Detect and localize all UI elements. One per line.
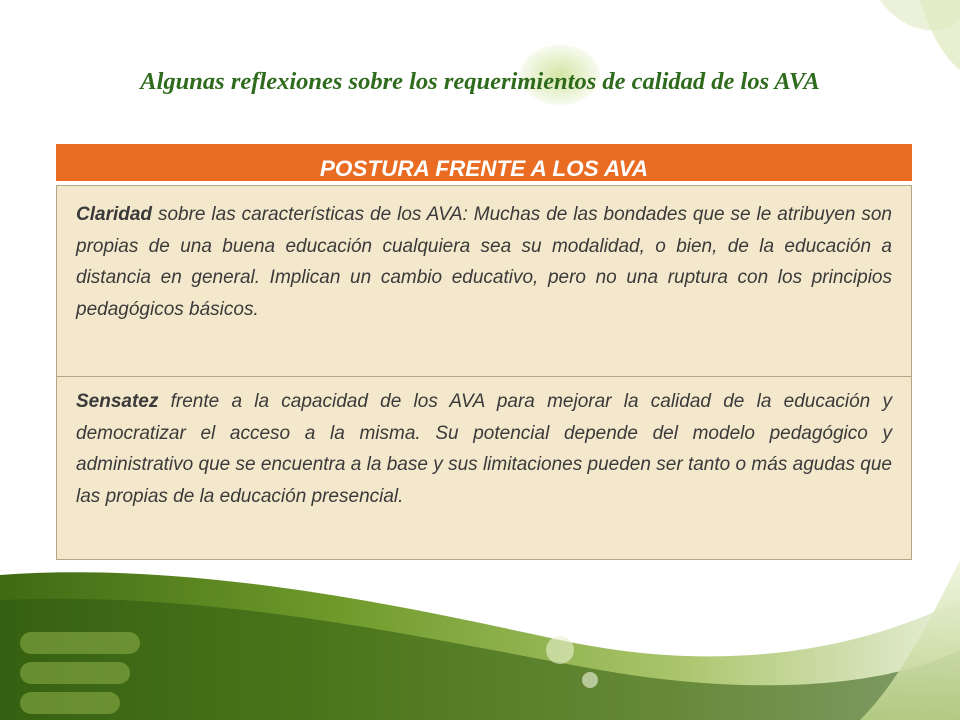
panel-row-sensatez — [56, 377, 912, 560]
row-text: sobre las características de los AVA: Muchas de las bondades que se le atribuyen son propias de una buena educación cualquiera sea su modalidad, o bien, de la educación a distancia en general. Implican un cambio educativo, pero no una ruptura con los principios pedagógicos básicos. — [76, 204, 892, 320]
panel-row-claridad — [56, 185, 912, 377]
posture-panel — [56, 144, 912, 560]
slide-title: Algunas reflexiones sobre los requerimientos de calidad de los AVA — [140, 68, 820, 95]
row-term: Claridad — [76, 204, 153, 225]
row-text: frente a la capacidad de los AVA para mejorar la calidad de la educación y democratizar el acceso a la misma. Su potencial depende del modelo pedagógico y administrativo que se encuentra a la base y sus limitaciones pueden ser tanto o más agudas que las propias de la educación presencial. — [76, 391, 892, 507]
panel-header — [56, 144, 912, 181]
panel-header-label: POSTURA FRENTE A LOS AVA — [319, 156, 649, 181]
row-term: Sensatez — [76, 391, 159, 412]
